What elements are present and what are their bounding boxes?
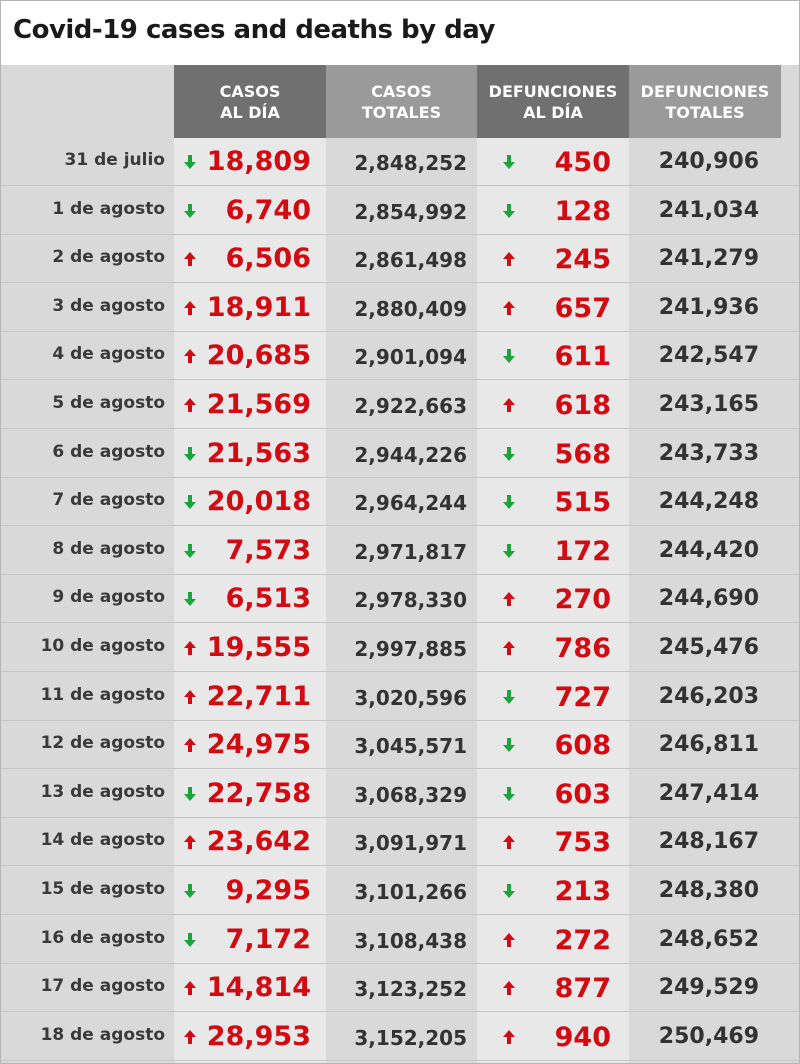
defunciones-al-dia-value: 568 (554, 438, 611, 470)
row-date: 13 de agosto (40, 781, 165, 802)
header-defunciones-totales (629, 65, 781, 138)
defunciones-totales-value: 248,167 (658, 829, 759, 855)
casos-totales-value: 2,880,409 (354, 296, 467, 321)
arrow-down-icon (500, 153, 518, 171)
defunciones-totales-value: 248,380 (658, 878, 759, 903)
casos-totales-value: 2,964,244 (354, 491, 467, 516)
casos-al-dia-value: 21,569 (206, 389, 311, 420)
defunciones-totales-value: 246,203 (658, 683, 759, 709)
row-date: 16 de agosto (40, 927, 165, 948)
arrow-up-icon (181, 396, 199, 414)
arrow-up-icon (500, 979, 518, 997)
arrow-down-icon (500, 688, 518, 706)
casos-al-dia-value: 19,555 (206, 632, 311, 663)
row-date: 10 de agosto (40, 636, 165, 656)
casos-totales-value: 3,108,438 (354, 928, 467, 953)
defunciones-al-dia-value: 603 (554, 778, 611, 810)
defunciones-totales-value: 240,906 (658, 149, 759, 174)
casos-al-dia-value: 20,018 (206, 486, 311, 518)
defunciones-al-dia-value: 172 (554, 535, 611, 567)
chart-title: Covid-19 cases and deaths by day (13, 15, 495, 45)
defunciones-totales-value: 241,279 (658, 246, 759, 272)
defunciones-al-dia-value: 245 (554, 244, 611, 276)
row-divider (1, 1060, 799, 1061)
casos-totales-value: 3,045,571 (354, 734, 467, 759)
casos-totales-value: 2,854,992 (354, 199, 467, 224)
arrow-up-icon (181, 639, 199, 657)
arrow-up-icon (500, 639, 518, 657)
defunciones-totales-value: 243,733 (658, 440, 759, 466)
table-row (1, 235, 799, 283)
casos-al-dia-value: 7,172 (225, 923, 311, 955)
defunciones-totales-value: 244,420 (658, 537, 759, 563)
table-row (1, 1013, 799, 1061)
arrow-down-icon (181, 882, 199, 900)
row-date: 3 de agosto (52, 295, 165, 316)
defunciones-al-dia-value: 618 (554, 390, 611, 421)
arrow-up-icon (500, 299, 518, 317)
defunciones-totales-value: 247,414 (658, 780, 759, 806)
defunciones-al-dia-value: 128 (554, 195, 611, 227)
defunciones-totales-value: 244,690 (658, 586, 759, 612)
defunciones-al-dia-value: 877 (554, 973, 611, 1005)
arrow-up-icon (181, 688, 199, 706)
arrow-down-icon (181, 493, 199, 511)
arrow-up-icon (500, 1028, 518, 1046)
arrow-down-icon (500, 736, 518, 754)
defunciones-totales-value: 241,936 (658, 294, 759, 320)
defunciones-totales-value: 243,165 (658, 392, 759, 417)
table-row (1, 624, 799, 672)
row-date: 17 de agosto (40, 976, 165, 997)
defunciones-totales-value: 248,652 (658, 926, 759, 952)
arrow-up-icon (500, 931, 518, 949)
casos-totales-value: 2,997,885 (354, 637, 467, 661)
arrow-up-icon (181, 347, 199, 365)
arrow-down-icon (500, 785, 518, 803)
header-casos-totales (326, 65, 477, 138)
casos-totales-value: 3,020,596 (354, 685, 467, 710)
table-row (1, 916, 799, 964)
arrow-down-icon (500, 445, 518, 463)
row-date: 1 de agosto (52, 198, 165, 219)
defunciones-al-dia-value: 213 (554, 876, 611, 907)
arrow-down-icon (181, 785, 199, 803)
casos-totales-value: 3,091,971 (354, 831, 467, 856)
arrow-down-icon (181, 542, 199, 560)
table-row (1, 575, 799, 623)
defunciones-al-dia-value: 272 (554, 924, 611, 956)
arrow-up-icon (500, 250, 518, 268)
table-row (1, 187, 799, 235)
row-date: 2 de agosto (52, 247, 165, 268)
table-row (1, 770, 799, 818)
arrow-down-icon (500, 202, 518, 220)
row-date: 14 de agosto (40, 830, 165, 851)
defunciones-al-dia-value: 753 (554, 827, 611, 859)
arrow-down-icon (181, 153, 199, 171)
defunciones-totales-value: 241,034 (658, 197, 759, 223)
casos-al-dia-value: 22,758 (206, 777, 311, 809)
arrow-down-icon (500, 347, 518, 365)
defunciones-totales-value: 244,248 (658, 489, 759, 515)
header-label: CASOS AL DÍA (219, 81, 281, 122)
row-date: 6 de agosto (52, 441, 165, 462)
table-row (1, 332, 799, 380)
row-date: 11 de agosto (40, 684, 165, 705)
defunciones-al-dia-value: 450 (554, 147, 611, 178)
data-table (1, 65, 799, 1063)
casos-al-dia-value: 6,506 (225, 243, 311, 275)
title-bar (1, 1, 799, 65)
casos-totales-value: 2,861,498 (354, 248, 467, 273)
table-row (1, 430, 799, 478)
casos-al-dia-value: 20,685 (206, 340, 311, 372)
arrow-down-icon (181, 931, 199, 949)
table-row (1, 284, 799, 332)
arrow-down-icon (500, 882, 518, 900)
casos-al-dia-value: 7,573 (225, 534, 311, 566)
defunciones-al-dia-value: 786 (554, 633, 611, 664)
arrow-up-icon (181, 250, 199, 268)
row-date: 12 de agosto (40, 733, 165, 754)
casos-al-dia-value: 22,711 (206, 680, 311, 712)
arrow-up-icon (500, 396, 518, 414)
table-row (1, 673, 799, 721)
arrow-up-icon (500, 590, 518, 608)
row-date: 5 de agosto (52, 393, 165, 413)
arrow-up-icon (500, 833, 518, 851)
casos-totales-value: 3,101,266 (354, 880, 467, 904)
table-row (1, 527, 799, 575)
table-row (1, 867, 799, 915)
defunciones-al-dia-value: 515 (554, 487, 611, 519)
table-row (1, 478, 799, 526)
row-date: 7 de agosto (52, 490, 165, 511)
header-label: CASOS TOTALES (361, 81, 442, 122)
casos-al-dia-value: 14,814 (206, 972, 311, 1004)
defunciones-totales-value: 242,547 (658, 343, 759, 369)
casos-al-dia-value: 23,642 (206, 826, 311, 858)
defunciones-totales-value: 245,476 (658, 635, 759, 660)
defunciones-totales-value: 246,811 (658, 732, 759, 758)
table-row (1, 964, 799, 1012)
casos-totales-value: 3,152,205 (354, 1025, 467, 1050)
table-row (1, 138, 799, 186)
header-label: DEFUNCIONES AL DÍA (488, 81, 618, 122)
casos-totales-value: 3,068,329 (354, 782, 467, 807)
casos-totales-value: 2,901,094 (354, 345, 467, 370)
casos-al-dia-value: 21,563 (206, 437, 311, 469)
casos-al-dia-value: 18,809 (206, 146, 311, 177)
arrow-up-icon (181, 979, 199, 997)
defunciones-al-dia-value: 657 (554, 292, 611, 324)
defunciones-totales-value: 249,529 (658, 975, 759, 1001)
casos-al-dia-value: 18,911 (206, 291, 311, 323)
row-date: 9 de agosto (52, 587, 165, 608)
row-date: 15 de agosto (40, 879, 165, 899)
arrow-up-icon (181, 1028, 199, 1046)
header-label: DEFUNCIONES TOTALES (640, 81, 770, 122)
row-date: 18 de agosto (40, 1024, 165, 1045)
arrow-down-icon (181, 590, 199, 608)
arrow-up-icon (181, 736, 199, 754)
table-row (1, 381, 799, 429)
defunciones-totales-value: 250,469 (658, 1023, 759, 1049)
defunciones-al-dia-value: 608 (554, 730, 611, 762)
casos-totales-value: 2,848,252 (354, 151, 467, 175)
arrow-down-icon (500, 542, 518, 560)
header-casos-dia (174, 65, 326, 138)
row-date: 31 de julio (64, 150, 165, 170)
defunciones-al-dia-value: 611 (554, 341, 611, 373)
casos-al-dia-value: 24,975 (206, 729, 311, 761)
casos-al-dia-value: 28,953 (206, 1020, 311, 1052)
casos-al-dia-value: 6,740 (225, 194, 311, 226)
casos-totales-value: 2,978,330 (354, 588, 467, 613)
casos-totales-value: 2,922,663 (354, 394, 467, 418)
casos-totales-value: 3,123,252 (354, 977, 467, 1002)
defunciones-al-dia-value: 727 (554, 681, 611, 713)
table-row (1, 721, 799, 769)
arrow-down-icon (181, 202, 199, 220)
header-defunciones-dia (477, 65, 629, 138)
arrow-up-icon (181, 299, 199, 317)
defunciones-al-dia-value: 940 (554, 1021, 611, 1053)
table-row (1, 818, 799, 866)
arrow-down-icon (500, 493, 518, 511)
casos-totales-value: 2,971,817 (354, 539, 467, 564)
arrow-down-icon (181, 445, 199, 463)
casos-al-dia-value: 9,295 (225, 875, 311, 906)
row-date: 8 de agosto (52, 538, 165, 559)
casos-al-dia-value: 6,513 (225, 583, 311, 615)
arrow-up-icon (181, 833, 199, 851)
casos-totales-value: 2,944,226 (354, 442, 467, 467)
row-date: 4 de agosto (52, 344, 165, 365)
defunciones-al-dia-value: 270 (554, 584, 611, 616)
